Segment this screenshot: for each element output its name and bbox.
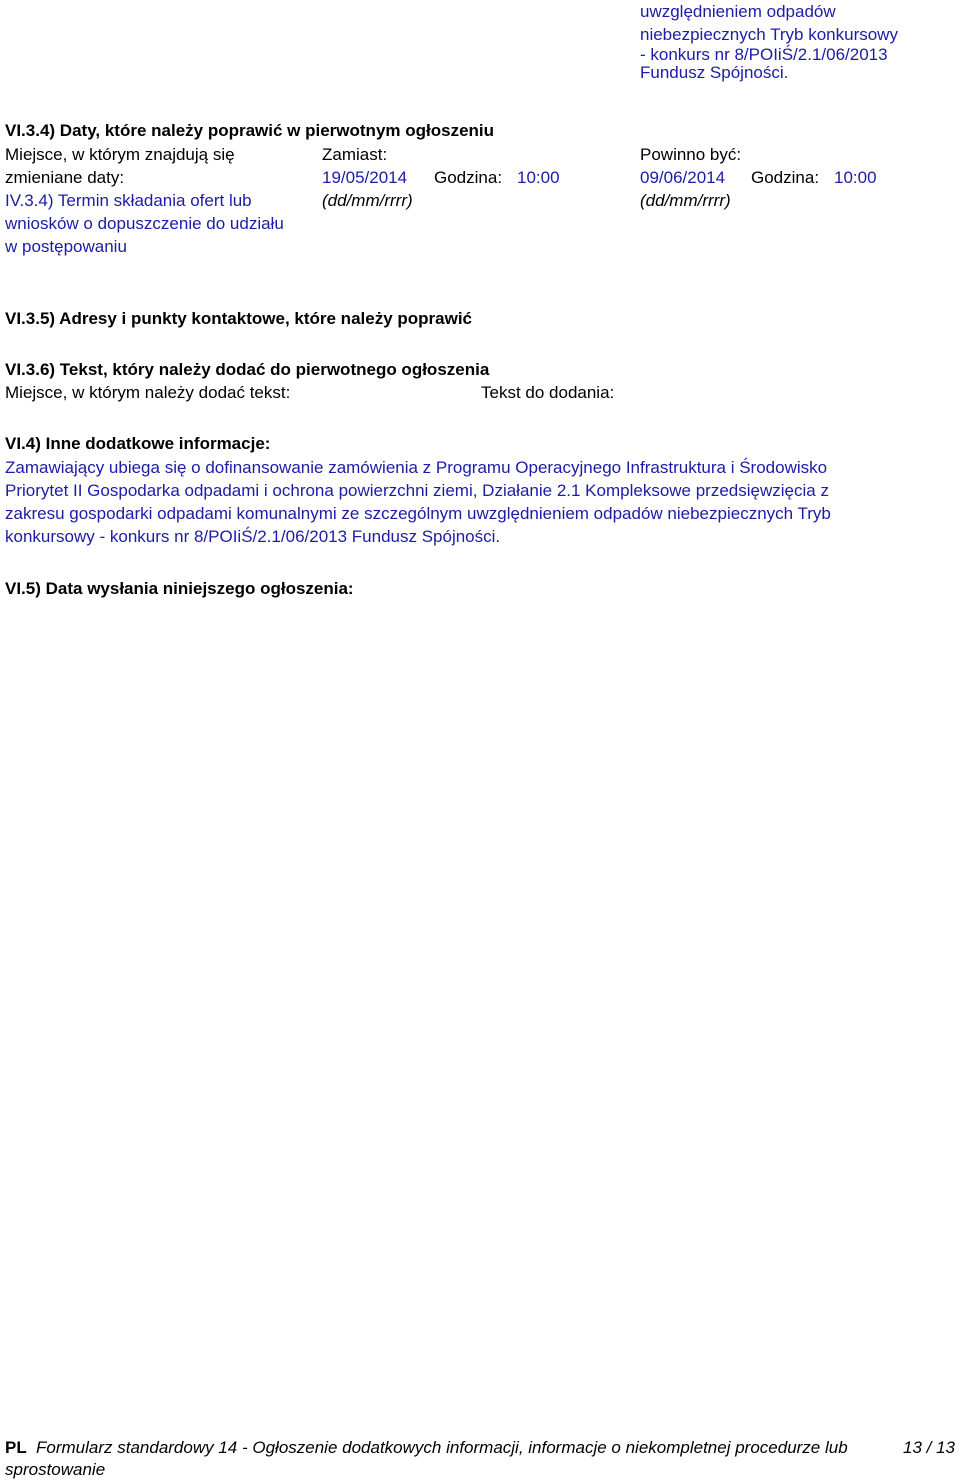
- instead-label: Zamiast:: [322, 145, 388, 164]
- section-heading: VI.4) Inne dodatkowe informacje:: [5, 434, 271, 453]
- footer-title-continued: sprostowanie: [5, 1460, 106, 1479]
- instead-hour-label: Godzina:: [434, 168, 503, 187]
- place-label: zmieniane daty:: [5, 168, 125, 187]
- continuation-line: - konkurs nr 8/POIiŚ/2.1/06/2013: [640, 45, 888, 64]
- continuation-line: niebezpiecznych Tryb konkursowy: [640, 25, 898, 44]
- section-heading: VI.3.6) Tekst, który należy dodać do pierwotnego ogłoszenia: [5, 360, 490, 379]
- instead-hour: 10:00: [517, 168, 560, 187]
- should-be-date: 09/06/2014: [640, 168, 726, 187]
- continuation-line: uwzględnieniem odpadów: [640, 2, 836, 21]
- place-value: IV.3.4) Termin składania ofert lub: [5, 191, 252, 210]
- footer-language: PL: [5, 1438, 27, 1457]
- body-line: Priorytet II Gospodarka odpadami i ochrona powierzchni ziemi, Działanie 2.1 Kompleksowe przedsięwzięcia z: [5, 481, 829, 500]
- instead-date: 19/05/2014: [322, 168, 408, 187]
- footer-title: Formularz standardowy 14 - Ogłoszenie dodatkowych informacji, informacje o niekompletnej procedurze lub: [36, 1438, 848, 1457]
- should-be-hour: 10:00: [834, 168, 877, 187]
- place-value: w postępowaniu: [5, 237, 127, 256]
- section-vi-3-5-heading: VI.3.5) Adresy i punkty kontaktowe, które należy poprawić: [5, 309, 473, 328]
- instead-format: (dd/mm/rrrr): [322, 191, 413, 210]
- place-value: wniosków o dopuszczenie do udziału: [5, 214, 284, 233]
- section-heading: VI.3.4) Daty, które należy poprawić w pierwotnym ogłoszeniu: [5, 121, 495, 140]
- footer-page-number: 13 / 13: [903, 1438, 955, 1457]
- should-be-format: (dd/mm/rrrr): [640, 191, 731, 210]
- section-vi-5-heading: VI.5) Data wysłania niniejszego ogłoszenia:: [5, 579, 354, 598]
- body-line: zakresu gospodarki odpadami komunalnymi ze szczególnym uwzględnieniem odpadów niebezpiecznych Tryb: [5, 504, 831, 523]
- should-be-label: Powinno być:: [640, 145, 742, 164]
- add-place-label: Miejsce, w którym należy dodać tekst:: [5, 383, 291, 402]
- body-line: Zamawiający ubiega się o dofinansowanie zamówienia z Programu Operacyjnego Infrastruktura i Środowisko: [5, 458, 828, 477]
- should-be-hour-label: Godzina:: [751, 168, 820, 187]
- add-text-label: Tekst do dodania:: [481, 383, 615, 402]
- continuation-line: Fundusz Spójności.: [640, 63, 789, 82]
- body-line: konkursowy - konkurs nr 8/POIiŚ/2.1/06/2013 Fundusz Spójności.: [5, 527, 501, 546]
- place-label: Miejsce, w którym znajdują się: [5, 145, 235, 164]
